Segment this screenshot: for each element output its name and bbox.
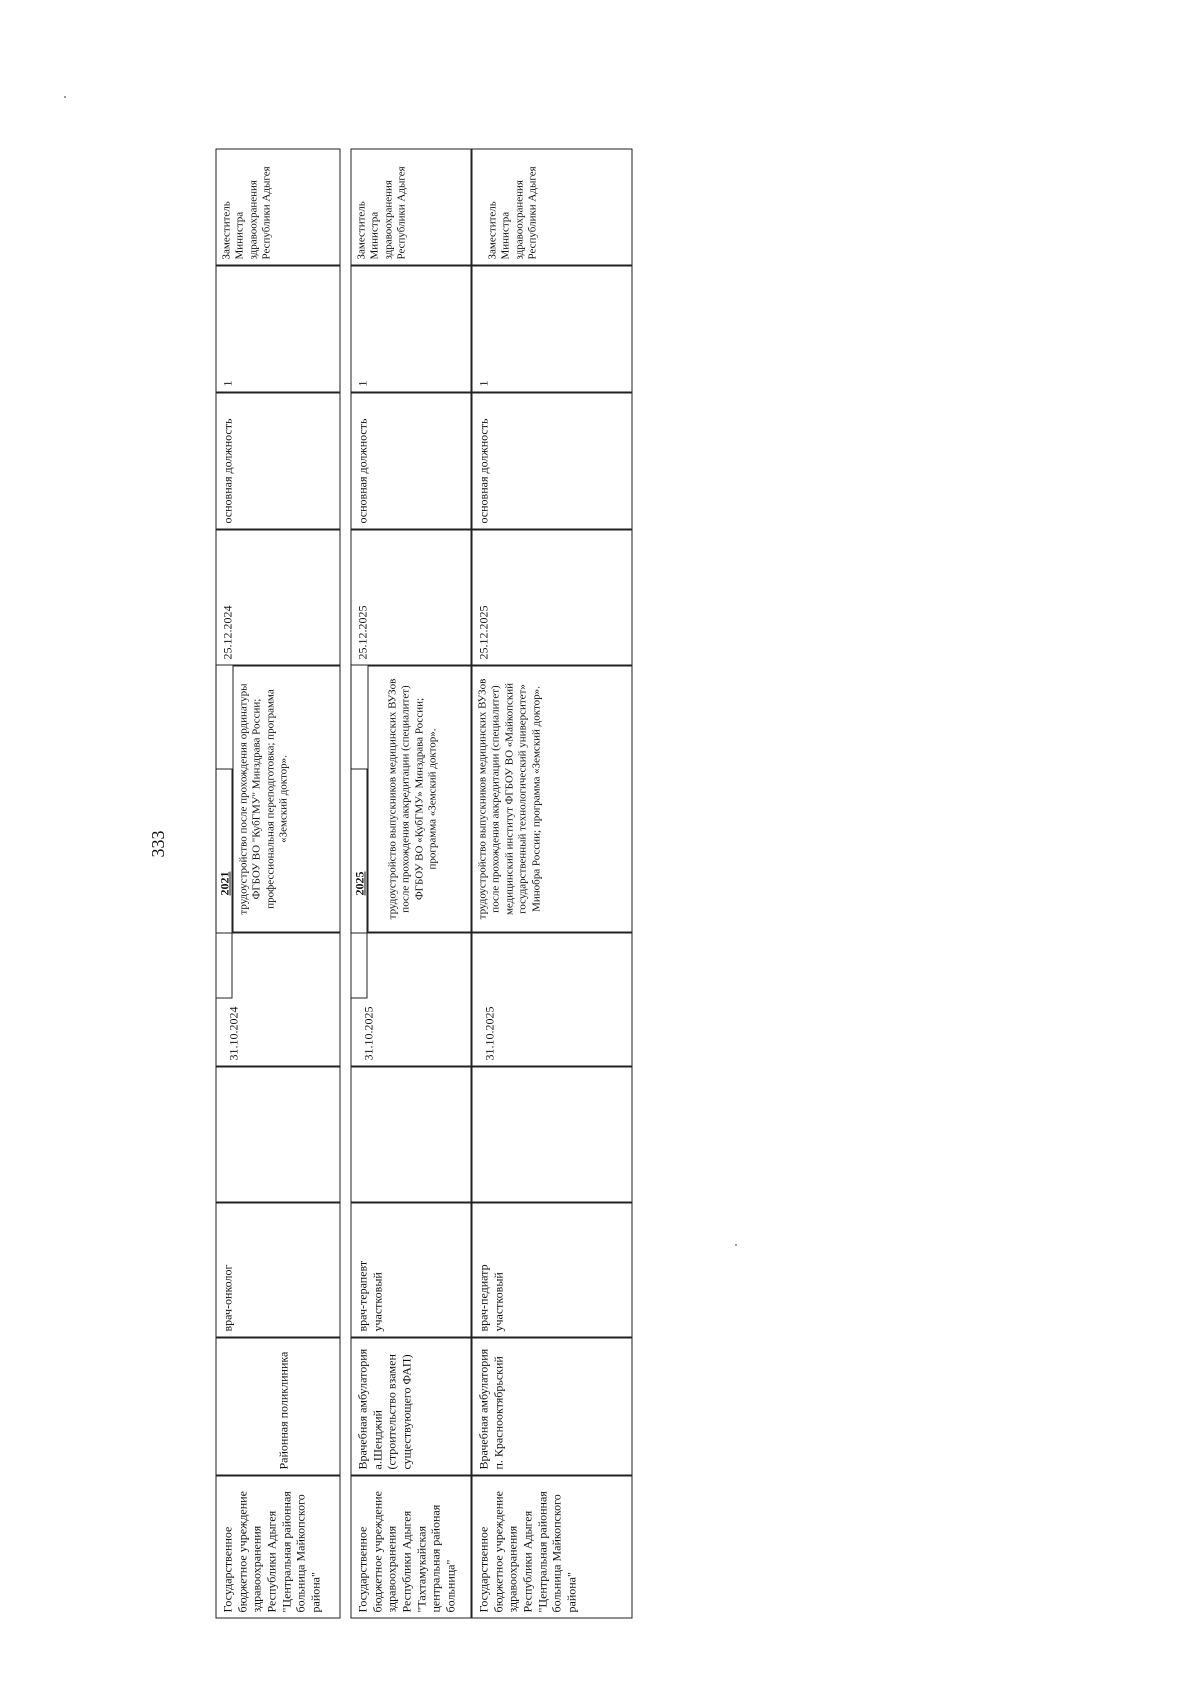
unit-cell: Районная поликлиника [215,1337,340,1475]
date-from-text: 31.10.2025 [471,932,632,1066]
page-number [141,830,175,858]
year-header-2025: 2025 [350,768,367,998]
date-to-cell: 25.12.2024 [215,529,340,665]
date-from-cell [215,1066,340,1202]
measure-cell: трудоустройство после прохождения ординатуры ФГБОУ ВО "КубГМУ" Минздрава России; профессиональная переподготовка; программа «Земский доктор». [232,665,340,932]
measure-cell: трудоустройство выпускников медицинских ВУЗов после прохождения аккредитации (специалитет) медицинский институт ФГБОУ ВО «Майкопский государственный технологический университет» Минобра России; программа «Земский доктор». [471,665,632,932]
employment-cell: основная должность [471,392,632,529]
employment-cell: основная должность [215,392,340,529]
scan-speck [735,1244,737,1246]
scan-speck [64,96,66,98]
unit-cell: Врачебная амбулатория а.Шенджий (строительство взамен существующего ФАП) [350,1337,471,1475]
responsible-cell: Заместитель Министра здравоохранения Республики Адыгея [350,148,471,265]
employment-cell: основная должность [350,392,471,529]
position-cell: врач-терапевт участковый [350,1202,471,1337]
org-cell: Государственное бюджетное учреждение здравоохранения Республики Адыгея "Тахтамукайская центральная районая больница" [350,1475,471,1618]
responsible-cell: Заместитель Министра здравоохранения Республики Адыгея [215,148,340,265]
blank-cell [350,1066,471,1202]
date-to-cell: 25.12.2025 [350,529,471,665]
unit-cell: Врачебная амбулатория п. Краснооктябрьский [471,1337,632,1475]
count-cell: 1 [350,265,471,392]
position-cell: врач-педиатр участковый [471,1202,632,1337]
page-number-text: 333 [148,830,168,858]
date-to-cell: 25.12.2025 [471,529,632,665]
position-cell: врач-онколог [215,1202,340,1337]
date-from-text: 31.10.2024 [215,932,340,1066]
org-cell: Государственное бюджетное учреждение здравоохранения Республики Адыгея "Центральная районная больница Майкопского района" [215,1475,340,1618]
measure-cell: трудоустройство выпускников медицинских ВУЗов после прохождения аккредитации (специалитет) ФГБОУ ВО «КубГМУ» Минздрава России; программа «Земский доктор». [367,665,471,932]
date-from-text: 31.10.2025 [350,932,471,1066]
org-cell: Государственное бюджетное учреждение здравоохранения Республики Адыгея "Центральная районная больница Майкопского района" [471,1475,632,1618]
responsible-cell: Заместитель Министра здравоохранения Республики Адыгея [471,148,632,265]
count-cell: 1 [471,265,632,392]
count-cell: 1 [215,265,340,392]
staffing-table [215,148,632,1618]
blank-cell [471,1066,632,1202]
year-header-2021: 2021 [215,768,232,998]
